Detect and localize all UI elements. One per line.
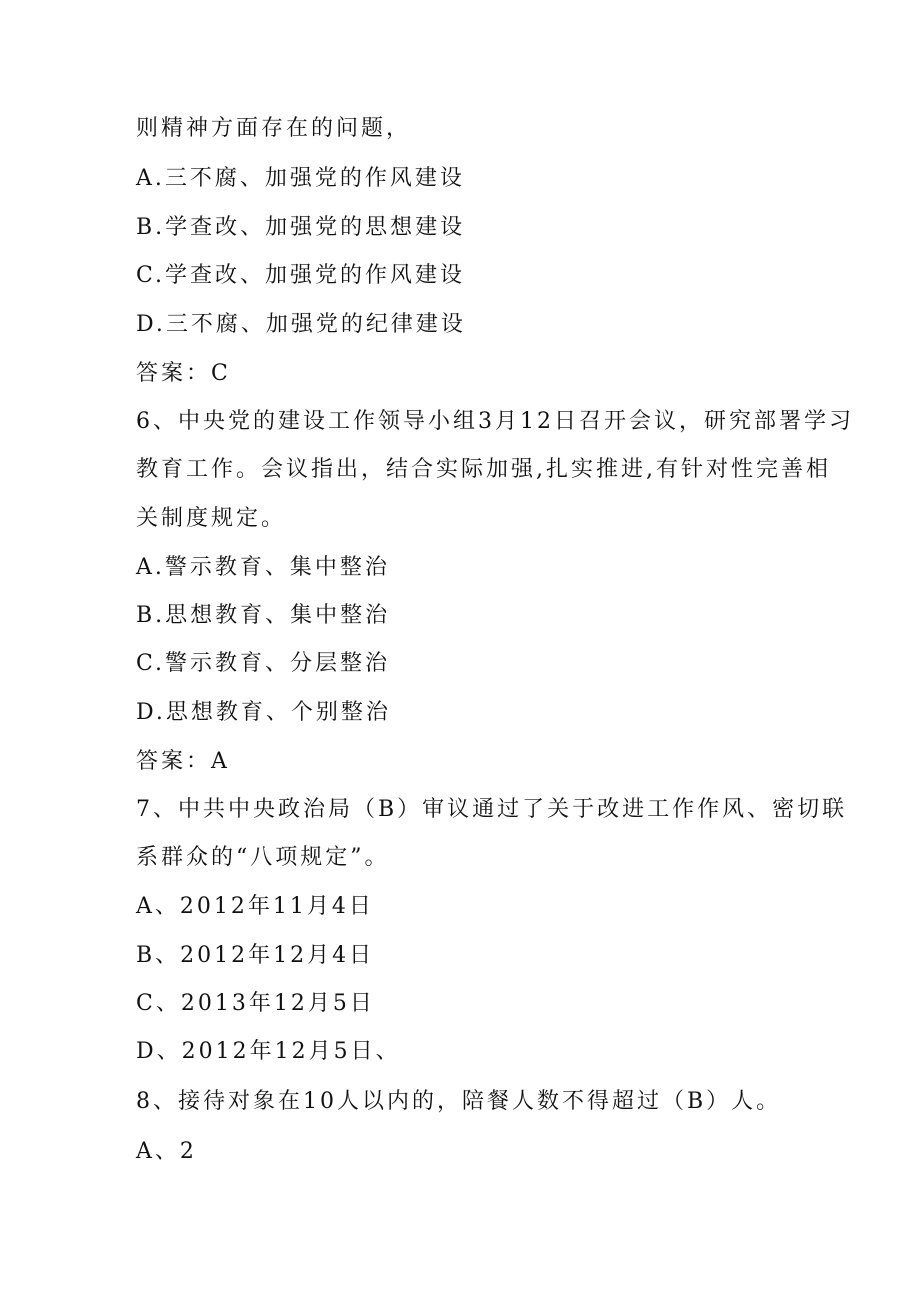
option-line: A.三不腐、加强党的作风建设 [136, 166, 465, 191]
option-line: D.三不腐、加强党的纪律建设 [136, 312, 466, 337]
answer-line: 答案：C [136, 361, 231, 386]
option-line: B.学查改、加强党的思想建设 [136, 215, 466, 240]
question-line: 关制度规定。 [136, 506, 287, 531]
answer-line: 答案：A [136, 749, 230, 774]
option-line: D、2012年12月5日、 [136, 1039, 401, 1064]
question-line: 教育工作。会议指出，结合实际加强,扎实推进,有针对性完善相 [136, 457, 831, 482]
option-line: C、2013年12月5日 [136, 991, 375, 1016]
option-line: B、2012年12月4日 [136, 943, 375, 968]
question-line: 系群众的“八项规定”。 [136, 845, 390, 870]
option-line: A、2012年11月4日 [136, 894, 374, 919]
question-line: 8、接待对象在10人以内的，陪餐人数不得超过（B）人。 [136, 1089, 782, 1114]
option-line: C.学查改、加强党的作风建设 [136, 263, 466, 288]
option-line: A.警示教育、集中整治 [136, 555, 390, 580]
option-line: D.思想教育、个别整治 [136, 700, 391, 725]
question-line: 7、中共中央政治局（B）审议通过了关于改进工作作风、密切联 [136, 797, 848, 822]
option-line: A、2 [136, 1139, 197, 1164]
text-line: 则精神方面存在的问题， [136, 116, 412, 141]
question-line: 6、中央党的建设工作领导小组3月12日召开会议，研究部署学习 [136, 409, 854, 434]
option-line: B.思想教育、集中整治 [136, 603, 391, 628]
option-line: C.警示教育、分层整治 [136, 651, 391, 676]
